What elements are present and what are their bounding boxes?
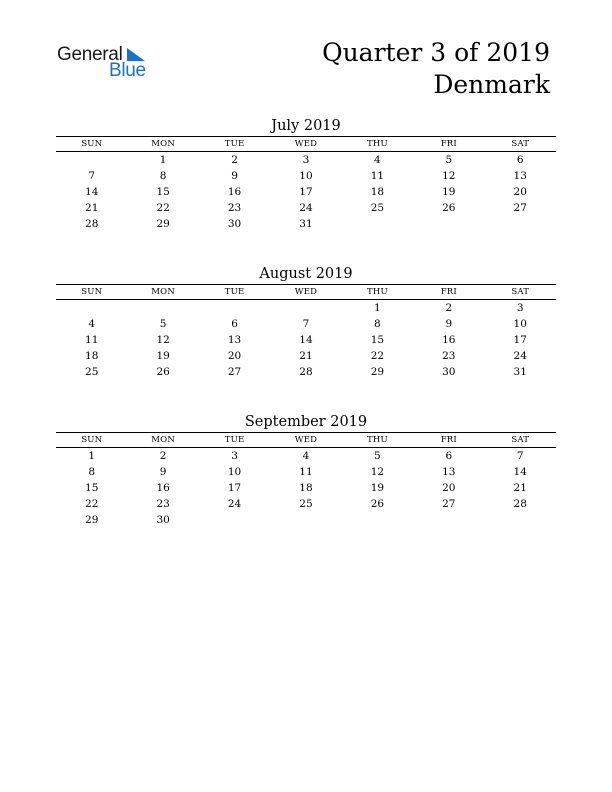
weekday-header: SAT [511,435,530,445]
weekday-header-row [56,432,556,448]
week-row [56,152,556,168]
day-cell: 23 [156,498,170,510]
day-cell: 7 [516,450,524,462]
day-cell: 19 [370,482,385,494]
weekday-header: SUN [81,139,103,149]
day-cell: 31 [299,218,313,230]
day-cell [413,512,484,528]
day-cell [270,512,341,528]
generalblue-logo [57,44,157,84]
logo-text-general: General [57,44,123,65]
day-cell: 20 [513,186,527,198]
day-cell: 2 [445,302,453,314]
day-cell: 24 [227,498,242,510]
day-cell: 28 [85,218,99,230]
day-cell: 11 [299,466,313,478]
day-cell: 28 [513,498,527,510]
week-row [56,300,556,316]
week-row [56,464,556,480]
week-row [56,332,556,348]
day-cell: 5 [159,318,167,330]
day-cell: 25 [299,498,313,510]
day-cell: 10 [227,466,242,478]
logo-text-blue: Blue [109,60,146,81]
month-title: September 2019 [244,414,368,430]
weekday-header: MON [151,139,175,149]
day-cell: 22 [370,350,385,362]
day-cell: 9 [231,170,238,182]
day-cell: 12 [156,334,170,346]
day-cell: 17 [227,482,242,494]
weekday-header: MON [151,287,175,297]
day-cell [199,300,270,316]
week-row [56,512,556,528]
day-cell: 2 [159,450,167,462]
day-cell: 14 [513,466,527,478]
day-cell: 29 [370,366,385,378]
day-cell: 8 [159,170,167,182]
day-cell: 6 [516,154,524,166]
weekday-header: SUN [81,287,103,297]
day-cell: 11 [85,334,99,346]
day-cell: 12 [370,466,385,478]
day-cell: 13 [513,170,527,182]
day-cell: 13 [227,334,242,346]
day-cell [127,300,198,316]
day-cell: 21 [513,482,527,494]
day-cell: 23 [227,202,242,214]
day-cell: 26 [156,366,170,378]
day-cell: 10 [299,170,313,182]
day-cell: 22 [85,498,99,510]
day-cell: 4 [302,450,310,462]
day-cell: 24 [513,350,527,362]
month-title: July 2019 [271,118,341,134]
day-cell: 3 [302,154,310,166]
day-cell [56,152,127,168]
day-cell: 14 [299,334,313,346]
weekday-header: TUE [224,435,245,445]
day-cell: 17 [513,334,527,346]
weekday-header-row [56,136,556,152]
day-cell: 24 [299,202,313,214]
day-cell [270,300,341,316]
day-cell: 18 [299,482,313,494]
day-cell [485,512,556,528]
week-row [56,216,556,232]
day-cell: 23 [442,350,456,362]
month-calendar [56,412,556,528]
day-cell: 1 [88,450,96,462]
page-title-country: Denmark [433,70,550,99]
weekday-header: THU [366,287,388,297]
day-cell: 28 [299,366,313,378]
day-cell: 26 [370,498,385,510]
weekday-header: FRI [440,287,457,297]
day-cell: 31 [513,366,527,378]
day-cell: 11 [370,170,385,182]
weekday-header: TUE [224,139,245,149]
day-cell [342,216,413,232]
day-cell: 9 [445,318,453,330]
week-row [56,168,556,184]
day-cell: 16 [156,482,170,494]
weekday-header: THU [366,435,388,445]
day-cell: 27 [513,202,527,214]
weekday-header: WED [294,287,318,297]
day-cell: 13 [442,466,456,478]
day-cell: 30 [156,514,170,526]
day-cell: 17 [299,186,313,198]
weekday-header: FRI [440,139,457,149]
week-row [56,348,556,364]
day-cell: 19 [156,350,170,362]
day-cell [485,216,556,232]
day-cell: 7 [302,318,310,330]
week-row [56,496,556,512]
day-cell: 21 [85,202,99,214]
page-title-quarter: Quarter 3 of 2019 [322,38,550,67]
day-cell: 27 [227,366,242,378]
day-cell: 25 [85,366,99,378]
weekday-header: THU [366,139,388,149]
day-cell [342,512,413,528]
weekday-header: WED [294,435,318,445]
week-row [56,200,556,216]
day-cell: 2 [231,154,238,166]
day-cell: 22 [156,202,170,214]
day-cell: 20 [227,350,242,362]
day-cell: 3 [231,450,238,462]
day-cell: 21 [299,350,313,362]
day-cell [199,512,270,528]
day-cell [56,300,127,316]
day-cell: 6 [445,450,453,462]
page-title [322,37,550,101]
day-cell: 1 [374,302,381,314]
day-cell: 29 [85,514,99,526]
day-cell: 8 [374,318,381,330]
day-cell: 25 [370,202,385,214]
weekday-header-row [56,284,556,300]
day-cell: 4 [88,318,96,330]
weekday-header: WED [294,139,318,149]
day-cell: 15 [156,186,170,198]
day-cell: 12 [442,170,456,182]
day-cell: 9 [159,466,167,478]
day-cell: 30 [227,218,242,230]
day-cell: 7 [88,170,96,182]
month-calendar [56,264,556,380]
day-cell: 15 [370,334,385,346]
day-cell: 26 [442,202,456,214]
day-cell: 18 [370,186,385,198]
day-cell: 30 [442,366,456,378]
weekday-header: FRI [440,435,457,445]
weekday-header: TUE [224,287,245,297]
day-cell: 3 [516,302,524,314]
weekday-header: SUN [81,435,103,445]
day-cell: 5 [374,450,381,462]
day-cell: 4 [374,154,381,166]
day-cell: 18 [85,350,99,362]
week-row [56,316,556,332]
day-cell [413,216,484,232]
day-cell: 16 [442,334,456,346]
week-row [56,480,556,496]
weekday-header: SAT [511,287,530,297]
month-calendar [56,116,556,232]
week-row [56,184,556,200]
week-row [56,364,556,380]
week-row [56,448,556,464]
day-cell: 14 [85,186,99,198]
day-cell: 1 [159,154,167,166]
weekday-header: MON [151,435,175,445]
day-cell: 16 [227,186,242,198]
month-title: August 2019 [259,266,353,282]
day-cell: 19 [442,186,456,198]
day-cell: 10 [513,318,527,330]
day-cell: 20 [442,482,456,494]
day-cell: 29 [156,218,170,230]
day-cell: 15 [85,482,99,494]
weekday-header: SAT [511,139,530,149]
day-cell: 5 [445,154,453,166]
day-cell: 8 [88,466,96,478]
day-cell: 27 [442,498,456,510]
day-cell: 6 [231,318,238,330]
